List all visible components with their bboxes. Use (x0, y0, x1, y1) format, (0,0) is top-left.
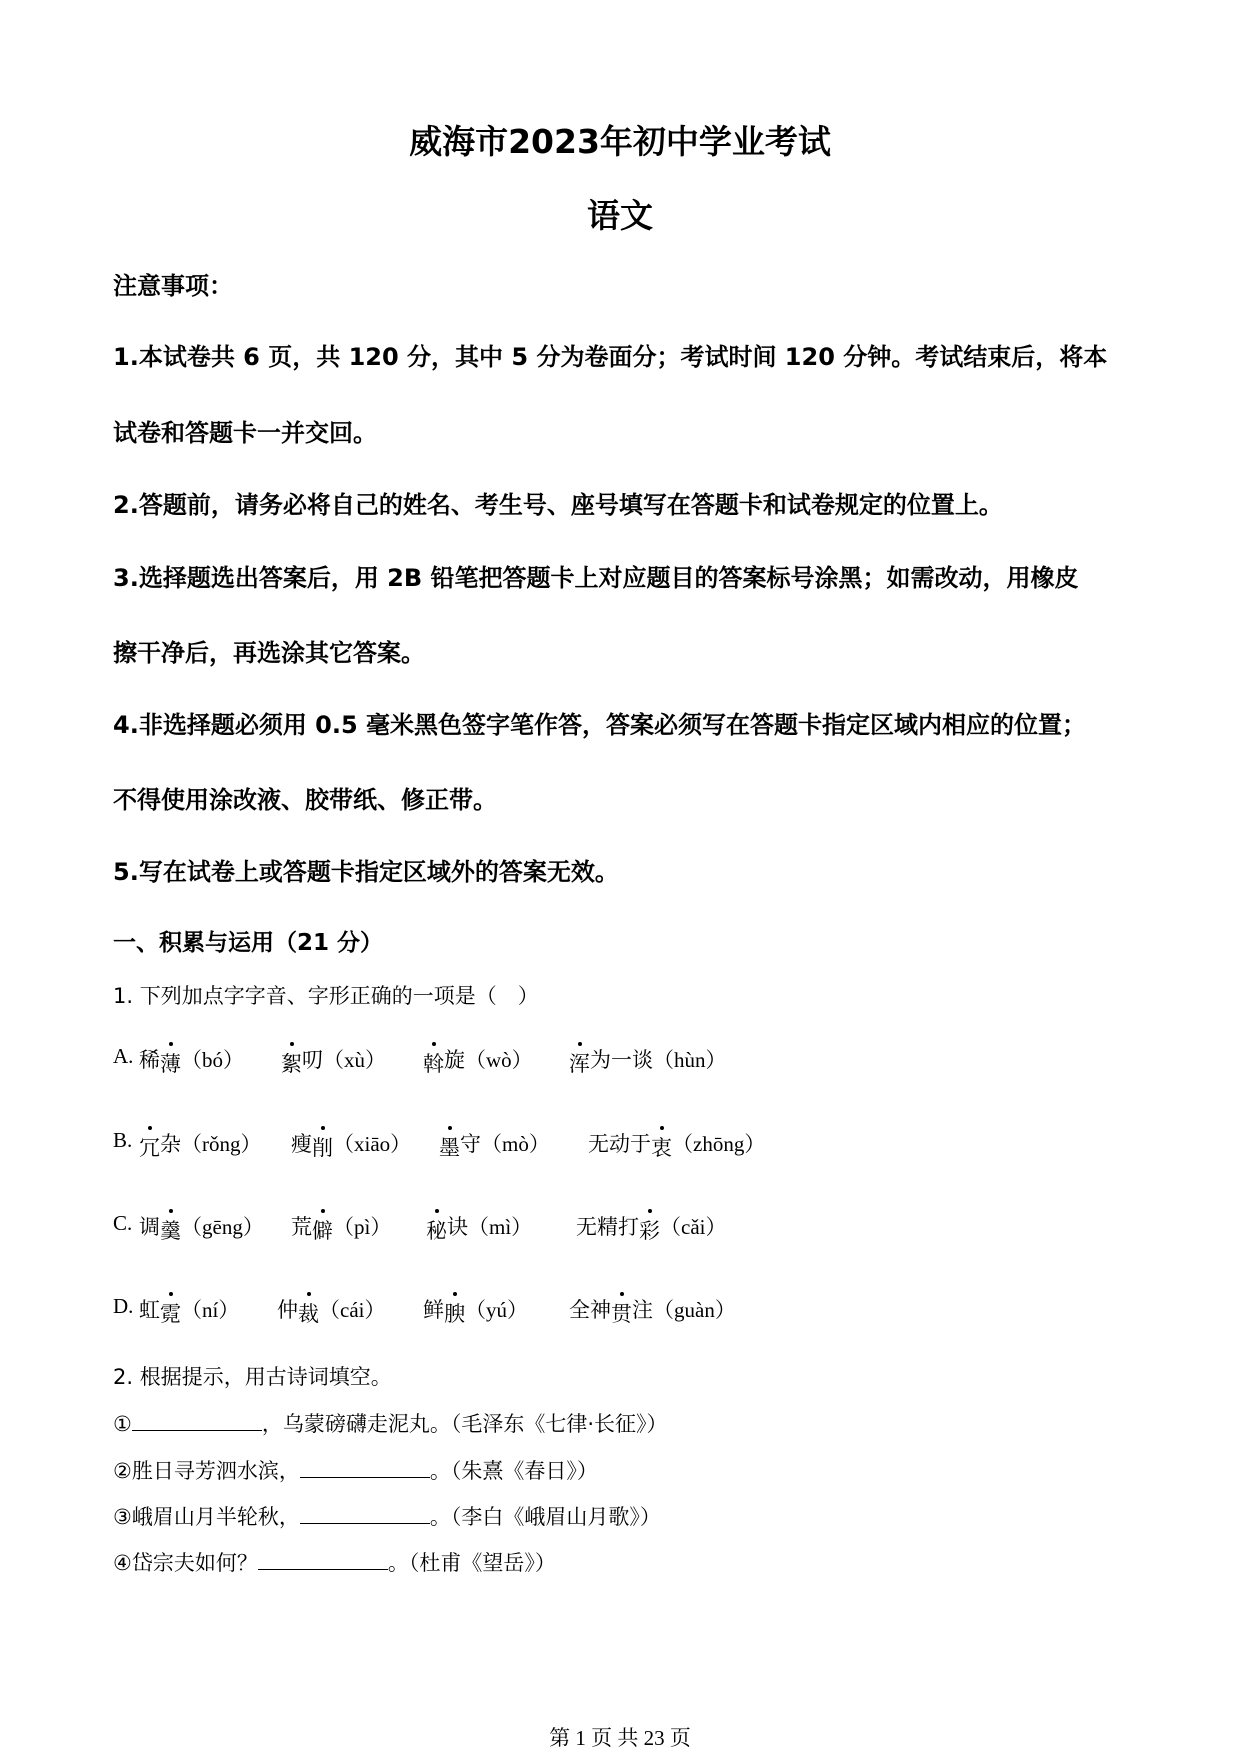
emphasis-dot-char: 僻 (312, 1215, 333, 1245)
option-letter: D. (113, 1294, 134, 1318)
option-a-item-2: 絮叨（xù） (281, 1048, 386, 1076)
option-a-item-1: 稀薄（bó） (139, 1048, 244, 1076)
exam-subject: 语文 (587, 196, 653, 235)
emphasis-dot-char: 浑 (569, 1048, 590, 1078)
notice-item-3-line-1: 3.选择题选出答案后，用 2B 铅笔把答题卡上对应题目的答案标号涂黑；如需改动，用橡皮 (113, 564, 1079, 592)
poem-fill-line-1: ① ，乌蒙磅礴走泥丸。（毛泽东《七律·长征》） (113, 1412, 668, 1436)
emphasis-dot-char: 削 (312, 1132, 333, 1162)
notice-item-3-line-2: 擦干净后，再选涂其它答案。 (113, 639, 425, 667)
emphasis-dot-char: 羹 (160, 1215, 181, 1245)
option-c-item-1: 调羹（gēng） (139, 1215, 264, 1243)
emphasis-dot-char: 衷 (651, 1132, 672, 1162)
answer-blank[interactable] (132, 1412, 262, 1431)
poem-fill-line-4: ④岱宗夫如何？ 。（杜甫《望岳》） (113, 1551, 556, 1575)
notice-item-2: 2.答题前，请务必将自己的姓名、考生号、座号填写在答题卡和试卷规定的位置上。 (113, 491, 1003, 519)
option-letter: C. (113, 1211, 133, 1235)
notice-item-4-line-2: 不得使用涂改液、胶带纸、修正带。 (113, 786, 497, 814)
answer-blank[interactable] (258, 1551, 388, 1570)
answer-blank[interactable] (300, 1459, 430, 1478)
question-2-stem: 2. 根据提示，用古诗词填空。 (113, 1365, 392, 1389)
emphasis-dot-char: 腴 (444, 1298, 465, 1328)
option-b-item-3: 墨守（mò） (439, 1132, 550, 1160)
option-a-item-4: 浑为一谈（hùn） (569, 1048, 727, 1076)
option-b-item-1: 冗杂（rǒng） (139, 1132, 262, 1160)
option-letter: B. (113, 1128, 133, 1152)
emphasis-dot-char: 霓 (160, 1298, 181, 1328)
emphasis-dot-char: 墨 (439, 1132, 460, 1162)
option-c-item-4: 无精打彩（cǎi） (576, 1215, 727, 1243)
notice-heading: 注意事项： (113, 272, 233, 300)
option-d-item-1: 虹霓（ní） (139, 1298, 240, 1326)
question-1-stem: 1. 下列加点字字音、字形正确的一项是（ ） (113, 984, 539, 1008)
exam-title: 威海市2023年初中学业考试 (409, 122, 831, 161)
answer-blank[interactable] (300, 1505, 430, 1524)
poem-fill-line-3: ③峨眉山月半轮秋， 。（李白《峨眉山月歌》） (113, 1505, 661, 1529)
option-c-item-2: 荒僻（pì） (291, 1215, 392, 1243)
emphasis-dot-char: 薄 (160, 1048, 181, 1078)
option-d-item-3: 鲜腴（yú） (423, 1298, 528, 1326)
option-b-item-4: 无动于衷（zhōng） (588, 1132, 766, 1160)
notice-item-4-line-1: 4.非选择题必须用 0.5 毫米黑色签字笔作答，答案必须写在答题卡指定区域内相应的位置； (113, 711, 1087, 739)
notice-item-1-line-2: 试卷和答题卡一并交回。 (113, 419, 377, 447)
option-d-item-4: 全神贯注（guàn） (569, 1298, 736, 1326)
emphasis-dot-char: 秘 (426, 1215, 447, 1245)
option-a-item-3: 斡旋（wò） (423, 1048, 533, 1076)
emphasis-dot-char: 贯 (611, 1298, 632, 1328)
option-letter: A. (113, 1044, 134, 1068)
emphasis-dot-char: 斡 (423, 1048, 444, 1078)
emphasis-dot-char: 裁 (298, 1298, 319, 1328)
emphasis-dot-char: 冗 (139, 1132, 160, 1162)
notice-item-1-line-1: 1.本试卷共 6 页，共 120 分，其中 5 分为卷面分；考试时间 120 分钟。考试结束后，将本 (113, 343, 1108, 371)
page-footer: 第 1 页 共 23 页 (549, 1726, 691, 1750)
option-d-item-2: 仲裁（cái） (277, 1298, 386, 1326)
option-c-item-3: 秘诀（mì） (426, 1215, 533, 1243)
poem-fill-line-2: ②胜日寻芳泗水滨， 。（朱熹《春日》） (113, 1459, 598, 1483)
notice-item-5: 5.写在试卷上或答题卡指定区域外的答案无效。 (113, 858, 619, 886)
emphasis-dot-char: 彩 (639, 1215, 660, 1245)
emphasis-dot-char: 絮 (281, 1048, 302, 1078)
section-1-heading: 一、积累与运用（21 分） (113, 930, 384, 956)
option-b-item-2: 瘦削（xiāo） (291, 1132, 412, 1160)
